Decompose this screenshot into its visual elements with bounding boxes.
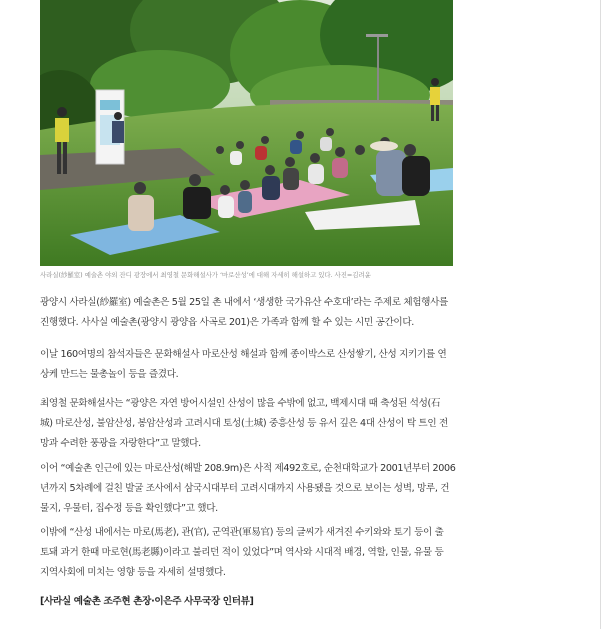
paragraph-line: 상케 만드는 물총놀이 등을 즐겼다. <box>40 369 179 380</box>
paragraph-line: 년까지 5차례에 걸친 발굴 조사에서 삼국시대부터 고려시대까지 사용됐을 것으로 보이는 성벽, 망루, 건 <box>40 483 450 494</box>
paragraph-line: 이밖에 “산성 내에서는 마로(馬老), 관(官), 군역관(軍易官) 등의 글씨가 새겨진 수키와와 토기 등이 출 <box>40 527 444 538</box>
article-photo <box>40 0 453 266</box>
paragraph-line: 城) 마로산성, 불암산성, 봉암산성과 고려시대 토성(土城) 중흥산성 등 유서 깊은 4대 산성이 탁 트인 전 <box>40 418 448 429</box>
paragraph-line: 이날 160여명의 참석자들은 문화해설사 마로산성 해설과 함께 종이박스로 산성쌓기, 산성 지키기를 연 <box>40 349 447 360</box>
article-paragraph-5 <box>40 523 456 583</box>
paragraph-line: 망과 수려한 풍광을 자랑한다”고 말했다. <box>40 438 201 449</box>
article-paragraph-4 <box>40 459 456 519</box>
paragraph-line: 광양시 사라실(紗羅室) 예술촌은 5월 25일 촌 내에서 ‘생생한 국가유산 수호대’라는 주제로 체험행사를 <box>40 297 448 308</box>
article-paragraph-1 <box>40 293 456 333</box>
article-paragraph-3 <box>40 394 456 454</box>
paragraph-line: 최영철 문화해설사는 “광양은 자연 방어시설인 산성이 많을 수밖에 없고, 백제시대 때 축성된 석성(石 <box>40 398 441 409</box>
paragraph-line: 지역사회에 미치는 영향 등을 자세히 설명했다. <box>40 567 226 578</box>
page-divider <box>600 0 601 629</box>
article-paragraph-2 <box>40 345 456 385</box>
photo-image-icon <box>40 0 453 266</box>
interview-heading: [사라실 예술촌 조주현 촌장·이은주 사무국장 인터뷰] <box>40 596 254 607</box>
paragraph-line: 진행했다. 사사실 예술촌(광양시 광양읍 사곡로 201)은 가족과 함께 할 수 있는 시민 공간이다. <box>40 317 414 328</box>
photo-caption: 사라실(紗羅室) 예술촌 야외 잔디 광장에서 최영철 문화해설사가 ‘마로산성’에 대해 자세히 해설하고 있다. 사진=김려윤 <box>40 271 371 279</box>
paragraph-line: 물지, 우물터, 집수정 등을 확인했다”고 했다. <box>40 503 218 514</box>
paragraph-line: 이어 “예술촌 인근에 있는 마로산성(해발 208.9m)은 사적 제492호로, 순천대학교가 2001년부터 2006 <box>40 463 456 474</box>
paragraph-line: 토돼 과거 한때 마로현(馬老縣)이라고 불리던 적이 있었다”며 역사와 시대적 배경, 역할, 인물, 유물 등 <box>40 547 444 558</box>
